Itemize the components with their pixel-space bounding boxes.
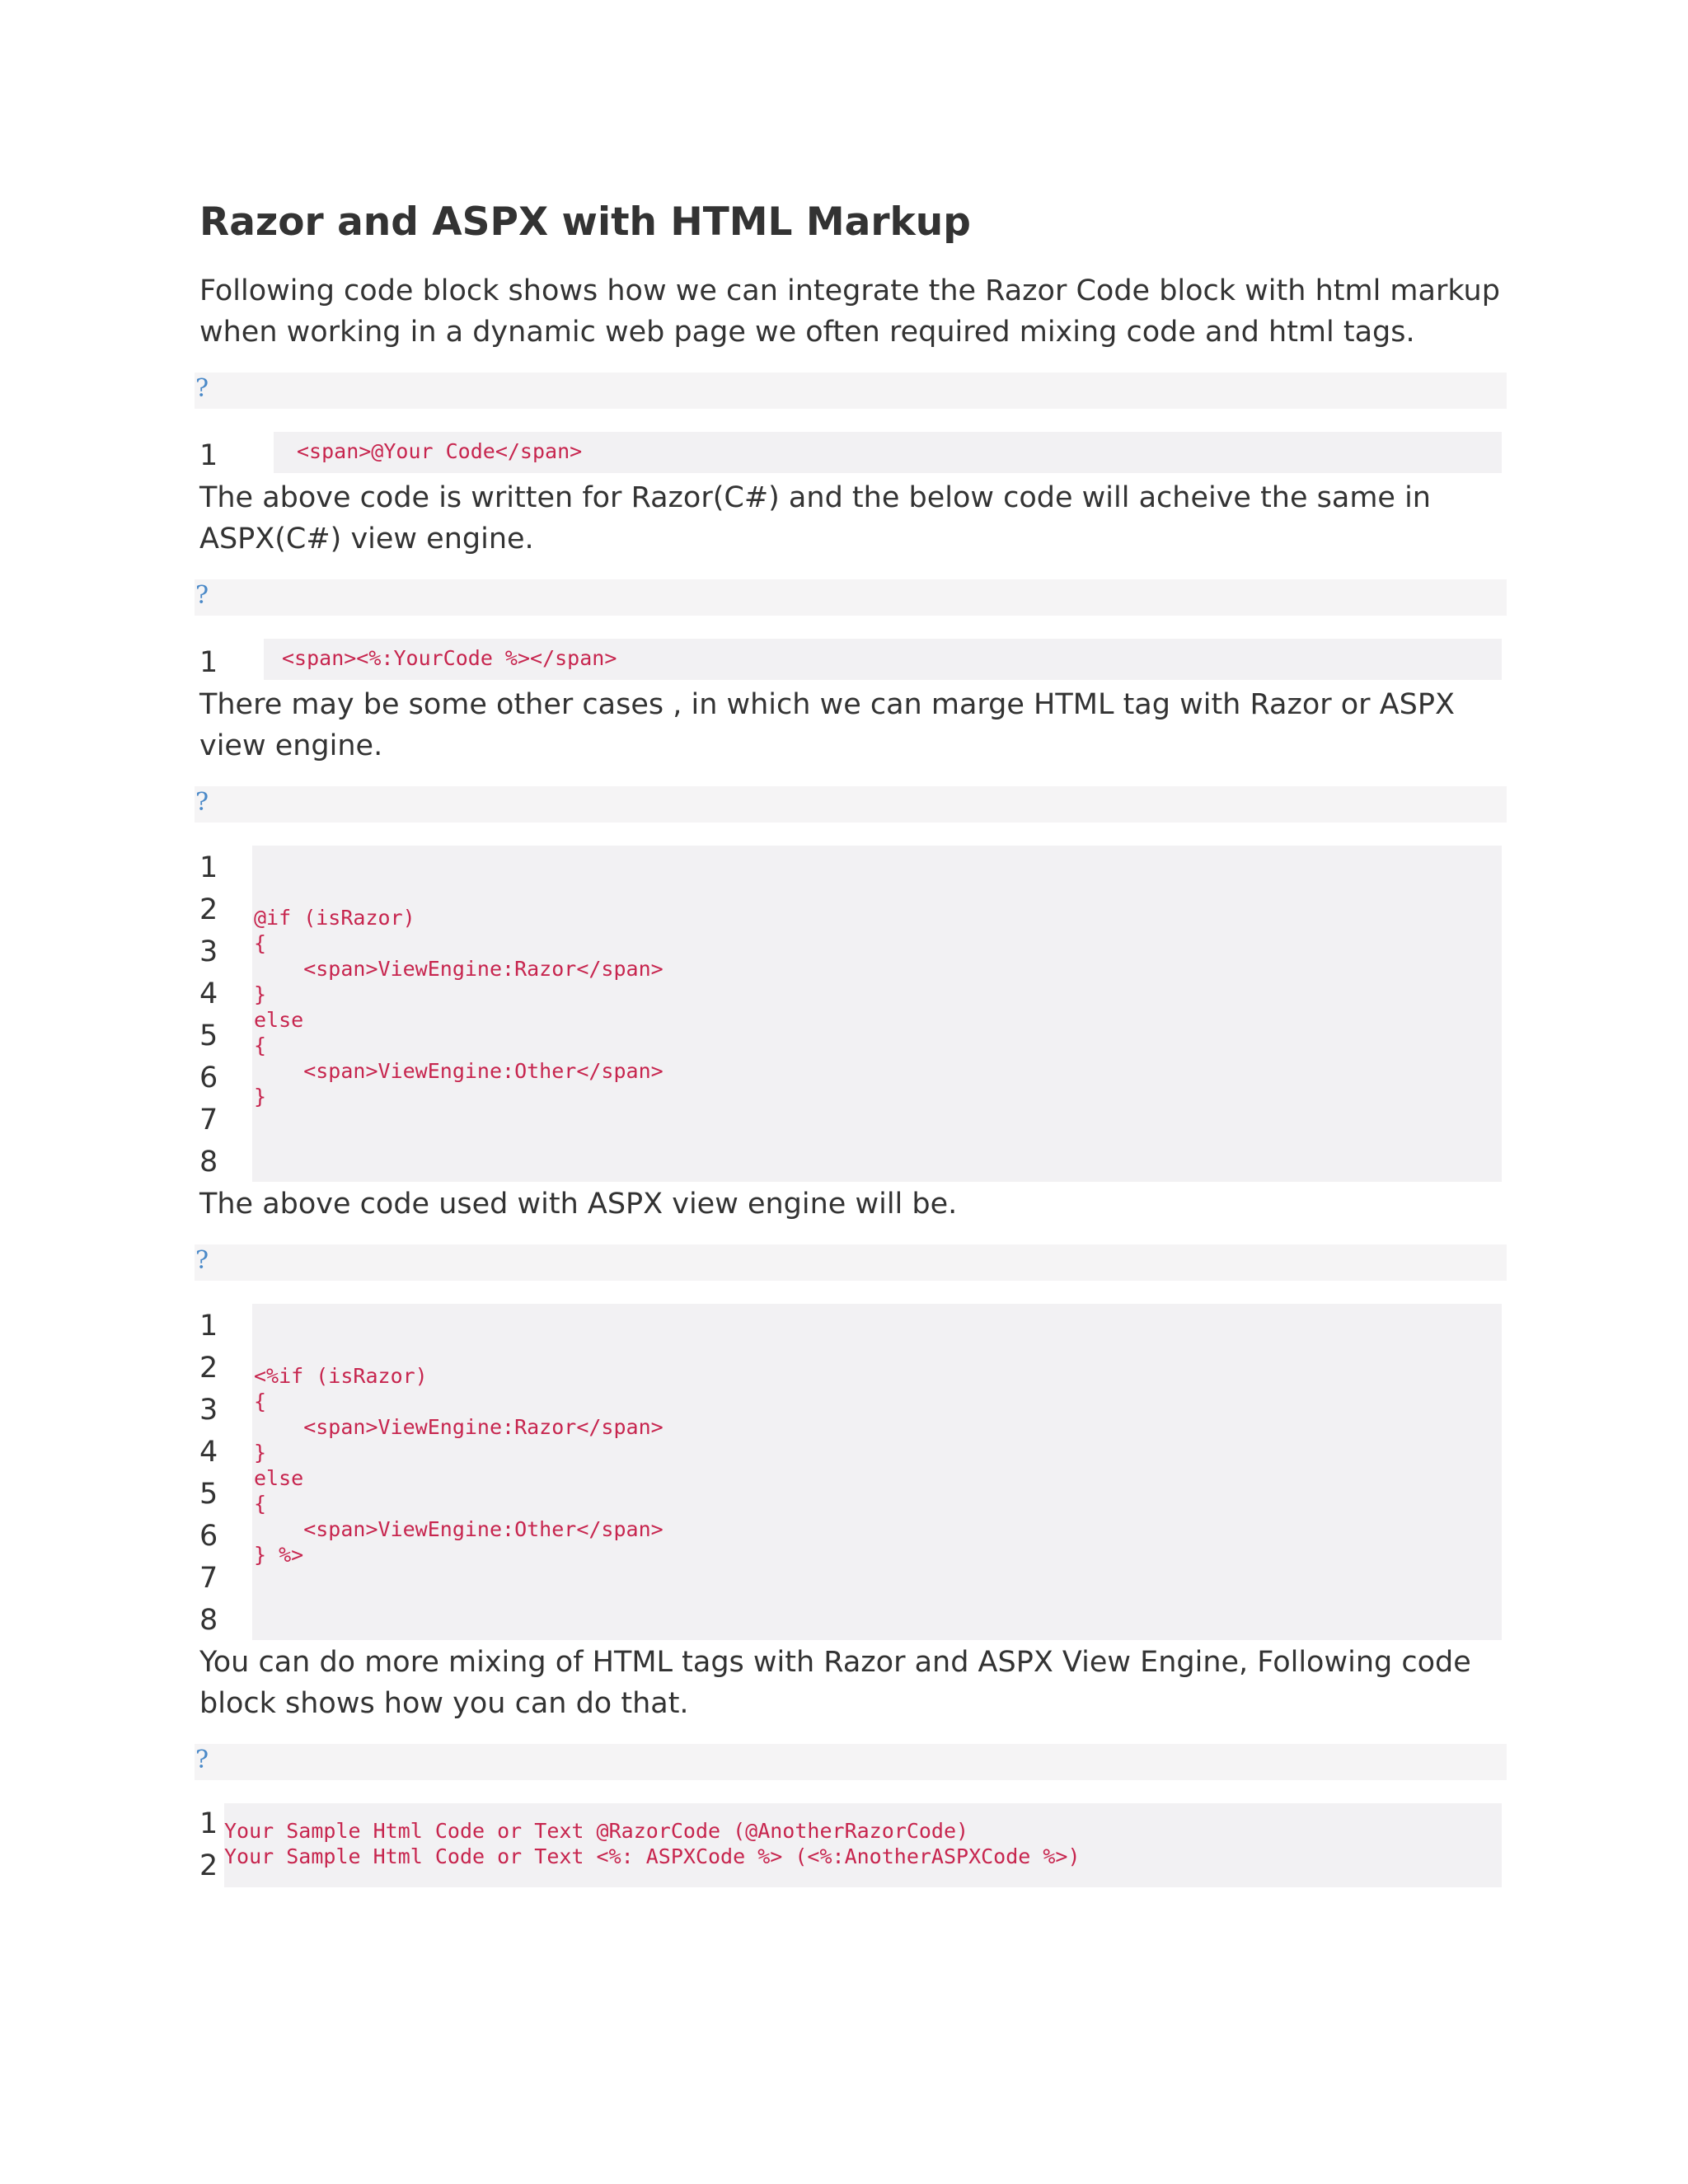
code-toolbar — [195, 579, 1507, 616]
line-numbers: 1 — [199, 439, 218, 472]
document-page — [195, 198, 1502, 1887]
line-numbers: 1 2 3 4 5 6 7 8 — [199, 851, 218, 1179]
code-content: <span>@Your Code</span> — [274, 432, 1502, 473]
mixing-paragraph: You can do more mixing of HTML tags with Razor and ASPX View Engine, Following code block shows how you can do that. — [199, 1646, 1471, 1720]
code-block-3 — [199, 846, 1502, 1183]
code-block-2 — [199, 639, 1502, 684]
code-block-1 — [199, 432, 1502, 477]
razor-explanation-paragraph: The above code is written for Razor(C#) and the below code will acheive the same in ASPX(C#) view engine. — [199, 481, 1431, 555]
code-toolbar — [195, 1244, 1507, 1281]
line-numbers: 1 2 3 4 5 6 7 8 — [199, 1310, 218, 1637]
help-icon[interactable]: ? — [195, 374, 209, 403]
code-block-5 — [199, 1803, 1502, 1887]
code-content: Your Sample Html Code or Text @RazorCode (@AnotherRazorCode) Your Sample Html Code or Text <%: ASPXCode %> (<%:AnotherASPXCode %>) — [224, 1803, 1502, 1887]
other-cases-paragraph: There may be some other cases , in which we can marge HTML tag with Razor or ASPX view engine. — [199, 688, 1455, 762]
help-icon[interactable]: ? — [195, 581, 209, 610]
code-content: <%if (isRazor) { <span>ViewEngine:Razor</span> } else { <span>ViewEngine:Other</span> } %> — [252, 1304, 1502, 1640]
line-numbers: 1 2 — [199, 1807, 218, 1882]
code-content: @if (isRazor) { <span>ViewEngine:Razor</span> } else { <span>ViewEngine:Other</span> } — [252, 846, 1502, 1182]
page-title: Razor and ASPX with HTML Markup — [199, 199, 971, 245]
help-icon[interactable]: ? — [195, 788, 209, 817]
code-toolbar — [195, 1744, 1507, 1780]
code-toolbar — [195, 373, 1507, 409]
code-block-4 — [199, 1304, 1502, 1642]
code-toolbar — [195, 786, 1507, 823]
help-icon[interactable]: ? — [195, 1246, 209, 1275]
aspx-intro-paragraph: The above code used with ASPX view engine will be. — [199, 1188, 958, 1221]
help-icon[interactable]: ? — [195, 1746, 209, 1774]
code-content: <span><%:YourCode %></span> — [264, 639, 1502, 680]
line-numbers: 1 — [199, 646, 218, 679]
intro-paragraph: Following code block shows how we can integrate the Razor Code block with html markup when working in a dynamic web page we often required mixing code and html tags. — [199, 274, 1500, 349]
